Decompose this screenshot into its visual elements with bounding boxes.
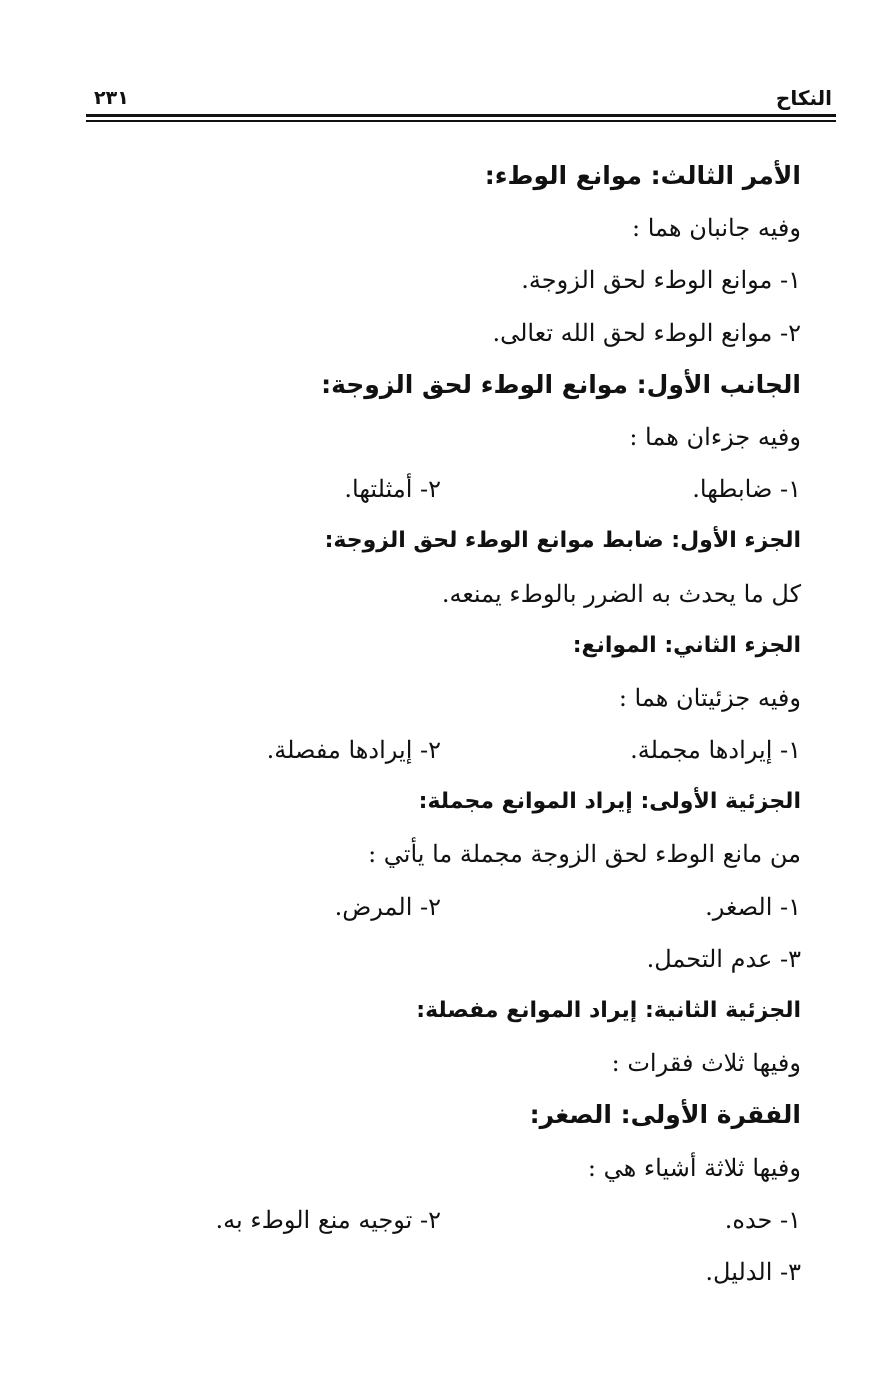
paragraph-line: وفيه جزءان هما : — [629, 422, 801, 451]
paragraph-line: وفيه جزئيتان هما : — [618, 683, 801, 712]
paragraph-line: وفيها ثلاثة أشياء هي : — [587, 1153, 801, 1182]
list-row — [81, 1194, 801, 1246]
paragraph-line: كل ما يحدث به الضرر بالوطء يمنعه. — [441, 579, 801, 608]
paragraph-line: من مانع الوطء لحق الزوجة مجملة ما يأتي : — [368, 840, 801, 869]
list-row — [81, 463, 801, 515]
section-heading: الجزئية الثانية: إيراد الموانع مفصلة: — [416, 998, 801, 1023]
paragraph-line: ٢- موانع الوطء لحق الله تعالى. — [492, 318, 801, 347]
list-item: ١- إيرادها مجملة. — [630, 736, 801, 765]
section-heading: الفقرة الأولى: الصغر: — [529, 1100, 801, 1130]
paragraph-line: ١- موانع الوطء لحق الزوجة. — [521, 266, 801, 295]
paragraph-line: ٣- الدليل. — [705, 1257, 801, 1286]
list-item: ٢- إيرادها مفصلة. — [266, 736, 441, 765]
list-item: ١- الصغر. — [705, 892, 801, 921]
chapter-title: النكاح — [775, 86, 832, 110]
list-item: ٢- أمثلتها. — [344, 475, 441, 504]
list-row — [81, 881, 801, 933]
paragraph-line: وفيه جانبان هما : — [632, 214, 801, 243]
list-item: ٢- توجيه منع الوطء به. — [215, 1205, 441, 1234]
header-rule-thick — [86, 114, 836, 117]
page-number: ٢٣١ — [94, 87, 129, 109]
page-header — [86, 84, 836, 114]
section-heading: الجزء الأول: ضابط موانع الوطء لحق الزوجة: — [324, 528, 801, 554]
list-row — [81, 724, 801, 776]
list-item: ١- حده. — [724, 1205, 801, 1234]
paragraph-line: وفيها ثلاث فقرات : — [611, 1049, 801, 1078]
section-heading: الأمر الثالث: موانع الوطء: — [484, 161, 801, 190]
paragraph-line: ٣- عدم التحمل. — [646, 944, 801, 973]
header-rule-thin — [86, 120, 836, 122]
section-heading: الجانب الأول: موانع الوطء لحق الزوجة: — [321, 369, 801, 399]
list-item: ١- ضابطها. — [692, 475, 801, 504]
page-body — [81, 150, 801, 1298]
section-heading: الجزئية الأولى: إيراد الموانع مجملة: — [418, 789, 801, 815]
section-heading: الجزء الثاني: الموانع: — [572, 632, 801, 658]
list-item: ٢- المرض. — [334, 892, 441, 921]
